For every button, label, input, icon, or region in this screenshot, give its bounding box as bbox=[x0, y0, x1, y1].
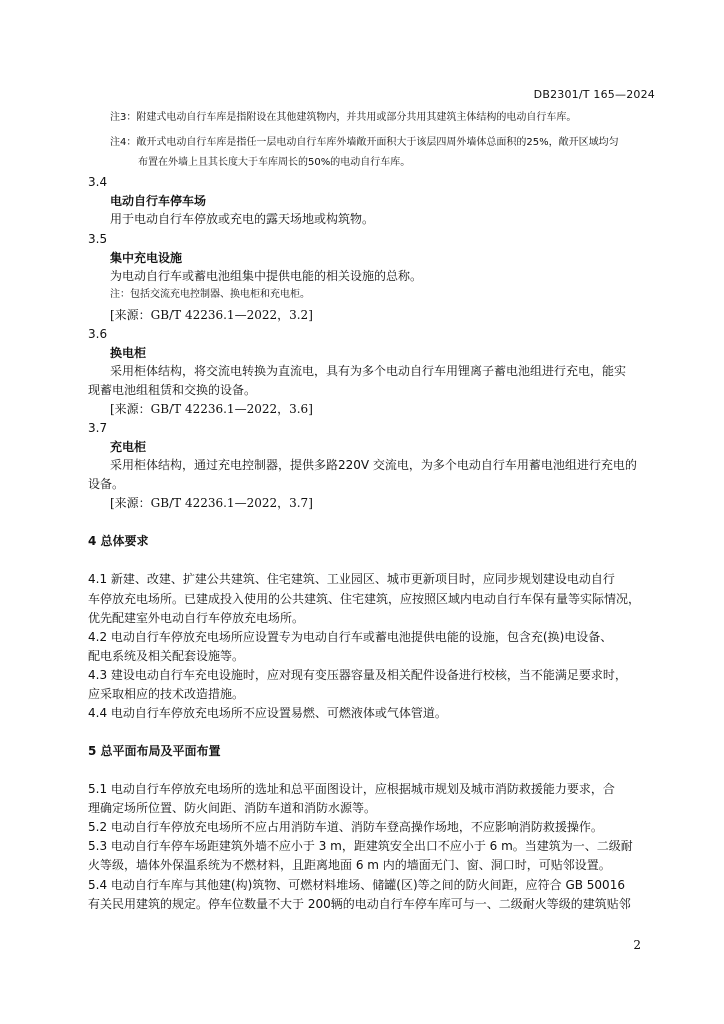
definition-3-6-line-1: 采用柜体结构，将交流电转换为直流电，具有为多个电动自行车用锂离子蓄电池组进行充电，能实 bbox=[110, 364, 627, 378]
clause-5-2: 5.2 电动自行车停放充电场所不应占用消防车道、消防车登高操作场地，不应影响消防救援操作。 bbox=[88, 820, 603, 834]
chapter-5-heading: 5 总平面布局及平面布置 bbox=[88, 744, 221, 758]
definition-3-7-line-1: 采用柜体结构，通过充电控制器，提供多路220V 交流电，为多个电动自行车用蓄电池组进行充电的 bbox=[110, 458, 637, 472]
clause-5-4-line-2: 有关民用建筑的规定。停车位数量不大于 200辆的电动自行车停车库可与一、二级耐火等级的建筑贴邻 bbox=[88, 897, 631, 911]
chapter-4-heading: 4 总体要求 bbox=[88, 534, 149, 548]
clause-number-3-4: 3.4 bbox=[88, 175, 108, 189]
clause-5-3-line-2: 火等级，墙体外保温系统为不燃材料，且距离地面 6 m 内的墙面无门、窗、洞口时，可贴邻设置。 bbox=[88, 858, 611, 872]
source-3-6: [来源：GB/T 42236.1—2022，3.6] bbox=[110, 402, 313, 416]
clause-5-1-line-1: 5.1 电动自行车停放充电场所的选址和总平面图设计，应根据城市规划及城市消防救援能力要求，合 bbox=[88, 782, 615, 796]
term-3-7: 充电柜 bbox=[110, 440, 147, 454]
clause-4-3-line-1: 4.3 建设电动自行车充电设施时，应对现有变压器容量及相关配件设备进行校核，当不能满足要求时， bbox=[88, 668, 627, 682]
clause-4-1-line-3: 优先配建室外电动自行车停放充电场所。 bbox=[88, 611, 305, 625]
clause-number-3-5: 3.5 bbox=[88, 232, 108, 246]
clause-number-3-6: 3.6 bbox=[88, 327, 108, 341]
definition-3-4: 用于电动自行车停放或充电的露天场地或构筑物。 bbox=[110, 212, 375, 226]
definition-3-5: 为电动自行车或蓄电池组集中提供电能的相关设施的总称。 bbox=[110, 269, 423, 283]
source-3-7: [来源：GB/T 42236.1—2022，3.7] bbox=[110, 496, 313, 510]
note-3: 注3：附建式电动自行车库是指附设在其他建筑物内，并共用或部分共用其建筑主体结构的电动自行车库。 bbox=[110, 112, 577, 123]
clause-4-2-line-1: 4.2 电动自行车停放充电场所应设置专为电动自行车或蓄电池提供电能的设施，包含充(换)电设备、 bbox=[88, 630, 613, 644]
note-4-line-1: 注4：敞开式电动自行车库是指任一层电动自行车库外墙敞开面积大于该层四周外墙体总面积的25%，敞开区域均匀 bbox=[110, 137, 619, 148]
term-3-4: 电动自行车停车场 bbox=[110, 194, 207, 208]
clause-number-3-7: 3.7 bbox=[88, 421, 108, 435]
term-3-6: 换电柜 bbox=[110, 346, 147, 360]
source-3-5: [来源：GB/T 42236.1—2022，3.2] bbox=[110, 308, 313, 322]
document-id-header: DB2301/T 165—2024 bbox=[533, 88, 655, 101]
definition-3-7-line-2: 设备。 bbox=[88, 477, 125, 491]
note-4-line-2: 布置在外墙上且其长度大于车库周长的50%的电动自行车库。 bbox=[138, 157, 411, 168]
term-3-5: 集中充电设施 bbox=[110, 251, 183, 265]
note-3-5: 注：包括交流充电控制器、换电柜和充电柜。 bbox=[110, 289, 310, 300]
clause-4-1-line-2: 车停放充电场所。已建成投入使用的公共建筑、住宅建筑，应按照区域内电动自行车保有量等实际情况， bbox=[88, 592, 641, 606]
clause-5-3-line-1: 5.3 电动自行车停车场距建筑外墙不应小于 3 m，距建筑安全出口不应小于 6 m。当建筑为一、二级耐 bbox=[88, 839, 633, 853]
clause-5-4-line-1: 5.4 电动自行车库与其他建(构)筑物、可燃材料堆场、储罐(区)等之间的防火间距，应符合 GB 50016 bbox=[88, 878, 625, 892]
clause-4-2-line-2: 配电系统及相关配套设施等。 bbox=[88, 649, 245, 663]
clause-5-1-line-2: 理确定场所位置、防火间距、消防车道和消防水源等。 bbox=[88, 801, 377, 815]
clause-4-3-line-2: 应采取相应的技术改造措施。 bbox=[88, 687, 245, 701]
page-number: 2 bbox=[633, 938, 641, 952]
clause-4-1-line-1: 4.1 新建、改建、扩建公共建筑、住宅建筑、工业园区、城市更新项目时，应同步规划建设电动自行 bbox=[88, 572, 615, 586]
definition-3-6-line-2: 现蓄电池组租赁和交换的设备。 bbox=[88, 383, 257, 397]
clause-4-4: 4.4 电动自行车停放充电场所不应设置易燃、可燃液体或气体管道。 bbox=[88, 706, 447, 720]
